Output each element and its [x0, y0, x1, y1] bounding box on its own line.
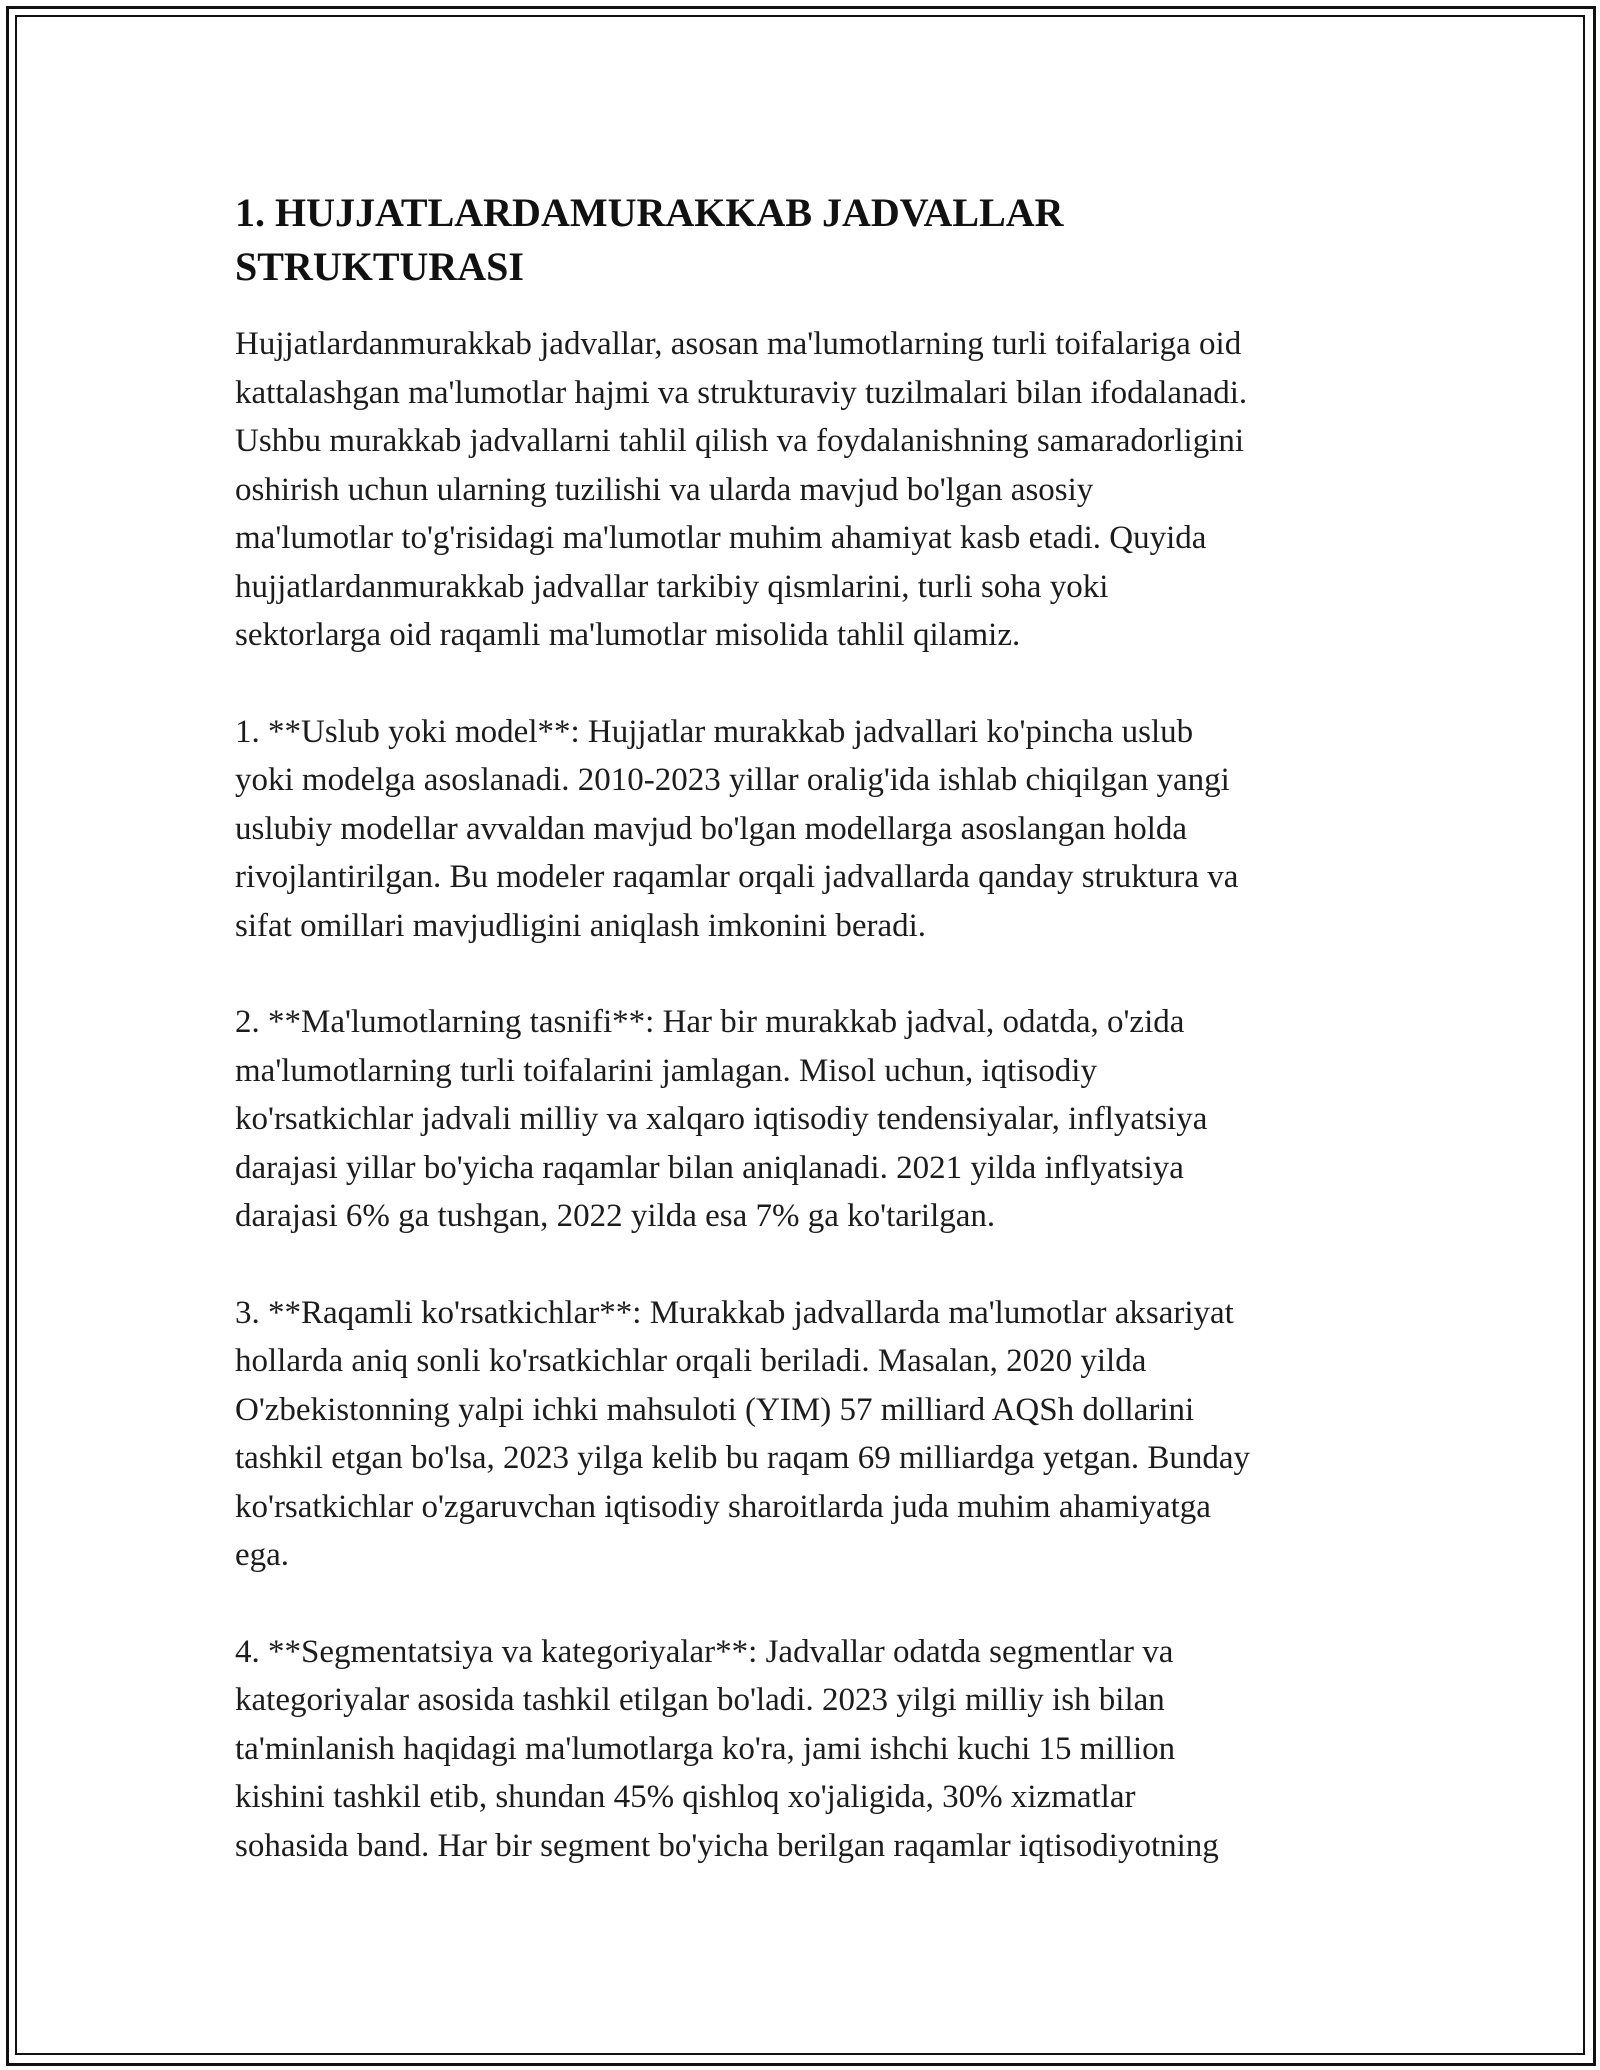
paragraph-line: sektorlarga oid raqamli ma'lumotlar misolida tahlil qilamiz.	[235, 617, 1021, 653]
section-heading	[235, 186, 1165, 294]
paragraph-line: uslubiy modellar avvaldan mavjud bo'lgan modellarga asoslangan holda	[235, 810, 1188, 847]
paragraph-line: sifat omillari mavjudligini aniqlash imkonini beradi.	[235, 907, 927, 944]
intro-paragraph	[235, 320, 1370, 660]
paragraph-line: rivojlantirilgan. Bu modeler raqamlar orqali jadvallarda qanday struktura va	[235, 859, 1239, 895]
paragraph-line: Ushbu murakkab jadvallarni tahlil qilish va foydalanishning samaradorligini	[235, 423, 1245, 459]
numbered-paragraph-3	[235, 1289, 1370, 1580]
paragraph-line: ega.	[235, 1537, 290, 1573]
numbered-paragraph-4	[235, 1628, 1370, 1871]
heading-line: STRUKTURASI	[235, 244, 524, 289]
document-body	[235, 186, 1370, 1918]
paragraph-line: oshirish uchun ularning tuzilishi va ularda mavjud bo'lgan asosiy	[235, 471, 1094, 508]
paragraph-line: hollarda aniq sonli ko'rsatkichlar orqali beriladi. Masalan, 2020 yilda	[235, 1343, 1147, 1379]
paragraph-line: yoki modelga asoslanadi. 2010-2023 yillar oralig'ida ishlab chiqilgan yangi	[235, 762, 1230, 798]
paragraph-line: tashkil etgan bo'lsa, 2023 yilga kelib bu raqam 69 milliardga yetgan. Bunday	[235, 1440, 1250, 1476]
heading-line: 1. HUJJATLARDAMURAKKAB JADVALLAR	[235, 190, 1064, 235]
paragraph-list	[235, 320, 1370, 1870]
paragraph-line: ko'rsatkichlar o'zgaruvchan iqtisodiy sharoitlarda juda muhim ahamiyatga	[235, 1488, 1211, 1525]
paragraph-line: Hujjatlardanmurakkab jadvallar, asosan ma'lumotlarning turli toifalariga oid	[235, 326, 1242, 362]
paragraph-line: 4. **Segmentatsiya va kategoriyalar**: Jadvallar odatda segmentlar va	[235, 1633, 1174, 1670]
paragraph-line: darajasi yillar bo'yicha raqamlar bilan aniqlanadi. 2021 yilda inflyatsiya	[235, 1149, 1184, 1186]
paragraph-line: darajasi 6% ga tushgan, 2022 yilda esa 7% ga ko'tarilgan.	[235, 1198, 996, 1234]
paragraph-line: 2. **Ma'lumotlarning tasnifi**: Har bir murakkab jadval, odatda, o'zida	[235, 1004, 1185, 1040]
paragraph-line: kategoriyalar asosida tashkil etilgan bo'ladi. 2023 yilgi milliy ish bilan	[235, 1682, 1165, 1718]
paragraph-line: 1. **Uslub yoki model**: Hujjatlar murakkab jadvallari ko'pincha uslub	[235, 713, 1194, 750]
paragraph-line: 3. **Raqamli ko'rsatkichlar**: Murakkab jadvallarda ma'lumotlar aksariyat	[235, 1294, 1234, 1331]
paragraph-line: O'zbekistonning yalpi ichki mahsuloti (YIM) 57 milliard AQSh dollarini	[235, 1391, 1195, 1428]
paragraph-line: hujjatlardanmurakkab jadvallar tarkibiy qismlarini, turli soha yoki	[235, 568, 1109, 605]
numbered-paragraph-2	[235, 998, 1370, 1241]
paragraph-line: kishini tashkil etib, shundan 45% qishloq xo'jaligida, 30% xizmatlar	[235, 1779, 1136, 1815]
numbered-paragraph-1	[235, 708, 1370, 951]
paragraph-line: ma'lumotlarning turli toifalarini jamlagan. Misol uchun, iqtisodiy	[235, 1052, 1097, 1089]
paragraph-line: ta'minlanish haqidagi ma'lumotlarga ko'ra, jami ishchi kuchi 15 million	[235, 1730, 1176, 1767]
paragraph-line: sohasida band. Har bir segment bo'yicha berilgan raqamlar iqtisodiyotning	[235, 1827, 1219, 1864]
paragraph-line: ma'lumotlar to'g'risidagi ma'lumotlar muhim ahamiyat kasb etadi. Quyida	[235, 520, 1207, 556]
paragraph-line: ko'rsatkichlar jadvali milliy va xalqaro iqtisodiy tendensiyalar, inflyatsiya	[235, 1101, 1208, 1137]
paragraph-line: kattalashgan ma'lumotlar hajmi va strukturaviy tuzilmalari bilan ifodalanadi.	[235, 374, 1248, 411]
